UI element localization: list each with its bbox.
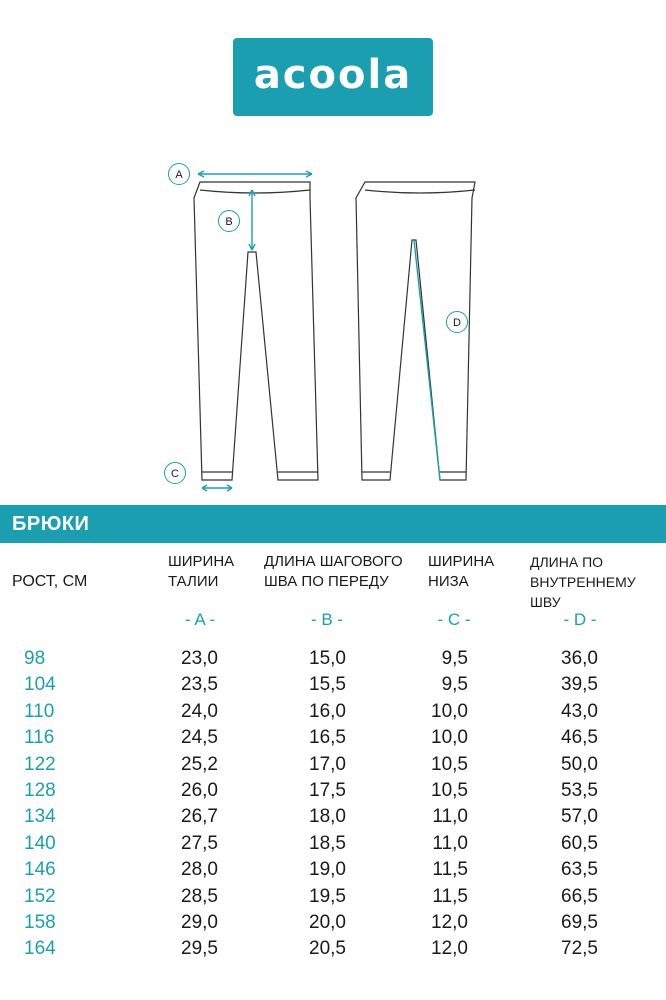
column-header-a-line1: ШИРИНА xyxy=(168,553,235,570)
value-cell-a: 28,5 xyxy=(181,885,218,907)
value-cell-a: 27,5 xyxy=(181,832,218,854)
value-cell-d: 72,5 xyxy=(561,938,598,960)
table-row xyxy=(0,780,666,806)
value-cell-c: 11,0 xyxy=(432,806,468,828)
height-cell: 134 xyxy=(24,806,56,828)
value-cell-c: 10,0 xyxy=(431,700,468,722)
value-cell-b: 17,5 xyxy=(309,780,346,801)
value-cell-b: 19,5 xyxy=(309,885,346,907)
value-cell-c: 11,0 xyxy=(432,832,468,854)
value-cell-b: 15,5 xyxy=(309,674,346,696)
height-cell: 128 xyxy=(24,780,56,801)
front-trousers-outline xyxy=(194,182,318,480)
value-cell-b: 18,5 xyxy=(309,832,346,854)
column-header-c-line1: ШИРИНА xyxy=(428,553,495,570)
value-cell-d: 43,0 xyxy=(561,700,598,722)
marker-c: C xyxy=(164,462,186,484)
table-row xyxy=(0,674,666,700)
value-cell-b: 18,0 xyxy=(309,806,346,828)
value-cell-c: 12,0 xyxy=(431,912,468,933)
value-cell-d: 46,5 xyxy=(561,727,598,749)
value-cell-d: 63,5 xyxy=(561,859,598,881)
column-letter-a: - A - xyxy=(184,610,216,629)
column-header-c xyxy=(428,552,494,592)
value-cell-b: 17,0 xyxy=(309,753,346,775)
table-row xyxy=(0,912,666,938)
section-title: БРЮКИ xyxy=(12,513,90,535)
height-cell: 152 xyxy=(24,885,56,907)
column-header-d xyxy=(530,552,666,612)
table-row xyxy=(0,833,666,859)
value-cell-c: 11,5 xyxy=(432,885,468,907)
value-cell-a: 24,5 xyxy=(181,727,218,749)
value-cell-c: 10,5 xyxy=(431,780,468,801)
column-header-b-line1: ДЛИНА ШАГОВОГО xyxy=(264,553,403,570)
column-letter-b: - B - xyxy=(310,610,344,629)
value-cell-c: 9,5 xyxy=(441,674,468,696)
column-header-d-line2: ВНУТРЕННЕМУ ШВУ xyxy=(530,574,636,610)
column-header-d-line1: ДЛИНА ПО xyxy=(530,554,604,570)
measure-line-d xyxy=(414,240,440,480)
value-cell-a: 29,0 xyxy=(181,912,218,933)
value-cell-d: 69,5 xyxy=(561,912,598,933)
value-cell-d: 39,5 xyxy=(561,674,598,696)
value-cell-b: 16,0 xyxy=(309,700,346,722)
column-letter-d: - D - xyxy=(563,610,597,629)
marker-d: D xyxy=(446,311,468,333)
marker-b: B xyxy=(218,210,240,232)
value-cell-c: 11,5 xyxy=(432,859,468,881)
value-cell-a: 25,2 xyxy=(181,753,218,775)
trousers-diagram xyxy=(160,160,490,500)
value-cell-c: 10,5 xyxy=(431,753,468,775)
column-letter-c: - C - xyxy=(437,610,471,629)
value-cell-d: 36,0 xyxy=(561,648,598,669)
column-header-a-line2: ТАЛИИ xyxy=(168,573,219,590)
marker-a: A xyxy=(168,163,190,185)
table-row xyxy=(0,859,666,885)
table-row xyxy=(0,938,666,964)
value-cell-d: 66,5 xyxy=(561,885,598,907)
value-cell-b: 15,0 xyxy=(309,648,346,669)
table-row xyxy=(0,648,666,674)
value-cell-c: 12,0 xyxy=(431,938,468,960)
column-header-c-line2: НИЗА xyxy=(428,573,469,590)
back-waistband xyxy=(365,190,475,193)
column-header-b-line2: ШВА ПО ПЕРЕДУ xyxy=(264,573,389,590)
value-cell-d: 53,5 xyxy=(561,780,598,801)
table-row xyxy=(0,754,666,780)
table-row xyxy=(0,701,666,727)
brand-logo xyxy=(233,38,433,116)
value-cell-a: 23,0 xyxy=(181,648,218,669)
value-cell-d: 50,0 xyxy=(561,753,598,775)
value-cell-a: 24,0 xyxy=(181,700,218,722)
value-cell-b: 19,0 xyxy=(309,859,346,881)
value-cell-a: 26,7 xyxy=(181,806,218,828)
value-cell-c: 9,5 xyxy=(441,648,468,669)
height-cell: 98 xyxy=(24,648,46,669)
height-cell: 116 xyxy=(24,727,55,749)
value-cell-a: 28,0 xyxy=(181,859,218,881)
logo-text: acoola xyxy=(253,52,413,98)
value-cell-d: 60,5 xyxy=(561,832,598,854)
value-cell-d: 57,0 xyxy=(561,806,598,828)
value-cell-b: 20,5 xyxy=(309,938,346,960)
column-header-b xyxy=(264,552,403,592)
value-cell-a: 29,5 xyxy=(181,938,218,960)
value-cell-c: 10,0 xyxy=(431,727,468,749)
value-cell-a: 26,0 xyxy=(181,780,218,801)
value-cell-a: 23,5 xyxy=(181,674,218,696)
row-header: РОСТ, СМ xyxy=(12,573,88,590)
height-cell: 122 xyxy=(24,753,56,775)
height-cell: 104 xyxy=(24,674,56,696)
value-cell-b: 20,0 xyxy=(309,912,346,933)
column-header-a xyxy=(168,552,234,592)
height-cell: 146 xyxy=(24,859,56,881)
table-row xyxy=(0,886,666,912)
height-cell: 110 xyxy=(24,700,55,722)
front-waistband xyxy=(200,190,310,193)
table-row xyxy=(0,727,666,753)
table-row xyxy=(0,806,666,832)
height-cell: 158 xyxy=(24,912,56,933)
height-cell: 164 xyxy=(24,938,56,960)
value-cell-b: 16,5 xyxy=(309,727,346,749)
height-cell: 140 xyxy=(24,832,56,854)
section-header-band xyxy=(0,505,666,543)
